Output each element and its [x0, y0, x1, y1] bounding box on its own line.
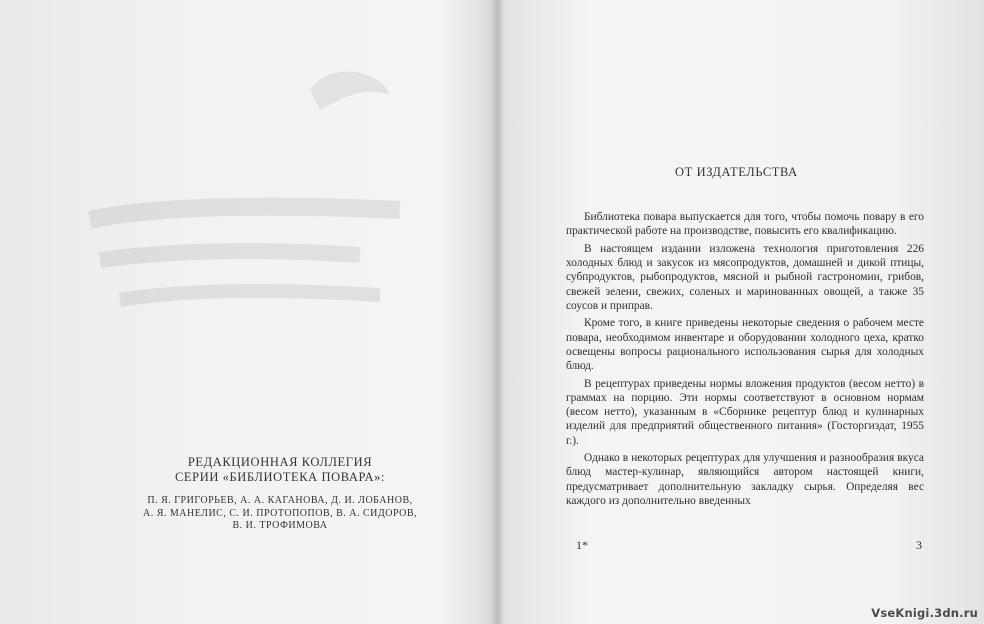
paragraph: В настоящем издании изложена технология приготовления 226 холодных блюд и закусок из мясопродуктов, домашней и дикой птицы, субпродуктов, рыбопродуктов, мясной и рыбной гастрономии, грибов, свежей зелени, свежих, соленых и маринованных овощей, а также 35 соусов и приправ. [566, 242, 924, 312]
signature-mark: 1* [576, 538, 588, 552]
bleed-through-title-ornament [60, 50, 420, 350]
paragraph: В рецептурах приведены нормы вложения продуктов (весом нетто) в граммах на порцию. Эти нормы соответствуют в основном нормам (весом нетто), указанным в «Сборнике рецептур блюд и кулинарных изделий для предприятий общественного питания» (Госторгиздат, 1955 г.). [566, 377, 924, 447]
board-members [130, 495, 430, 533]
board-title-line-1: РЕДАКЦИОННАЯ КОЛЛЕГИЯ [187, 455, 373, 469]
board-members-line: П. Я. ГРИГОРЬЕВ, А. А. КАГАНОВА, Д. И. ЛОБАНОВ, [147, 495, 413, 506]
editorial-board [130, 455, 430, 533]
board-members-line: А. Я. МАНЕЛИС, С. И. ПРОТОПОПОВ, В. А. СИДОРОВ, [142, 507, 418, 519]
paragraph: Кроме того, в книге приведены некоторые сведения о рабочем месте повара, необходимом инвентаре и оборудовании холодного цеха, кратко освещены вопросы рационального использования сырья для холодных блюд. [566, 317, 924, 373]
board-members-line: В. И. ТРОФИМОВА [232, 520, 328, 531]
board-title-line-2: СЕРИИ «БИБЛИОТЕКА ПОВАРА»: [174, 470, 386, 484]
paragraph: Однако в некоторых рецептурах для улучшения и разнообразия вкуса блюд мастер-кулинар, являющийся автором настоящей книги, предусматривает дополнительную закладку сырья. Определяя вес каждого из дополнительно введенных [566, 452, 924, 507]
page-number: 3 [916, 538, 922, 552]
right-page [500, 0, 984, 624]
site-watermark: VseKnigi.3dn.ru [871, 606, 978, 620]
body-text [566, 210, 924, 512]
section-heading: ОТ ИЗДАТЕЛЬСТВА [675, 165, 798, 179]
paragraph: Библиотека повара выпускается для того, чтобы помочь повару в его практической работе на производстве, повысить его квалификацию. [566, 211, 924, 238]
